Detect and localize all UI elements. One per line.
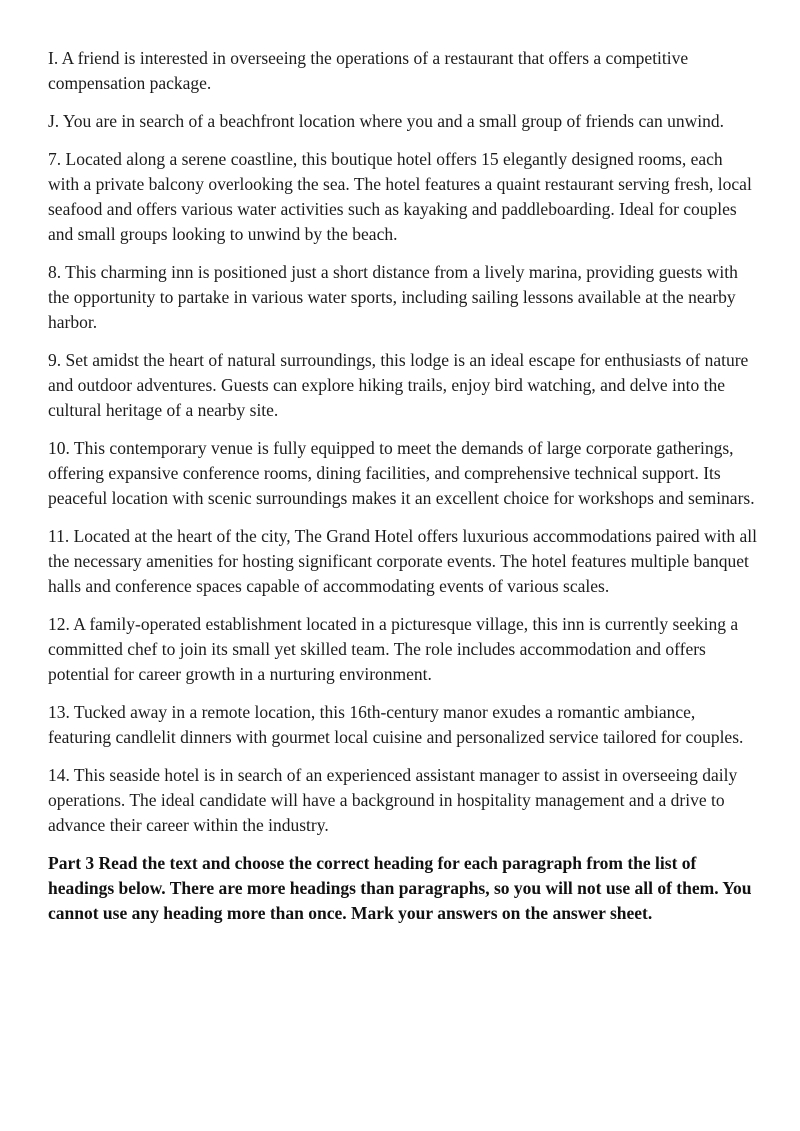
- paragraph-10: 10. This contemporary venue is fully equipped to meet the demands of large corporate gatherings, offering expansive conference rooms, dining facilities, and comprehensive technical support. Its peaceful location with scenic surroundings makes it an excellent choice for workshops and seminars.: [48, 438, 755, 508]
- paragraph-14: 14. This seaside hotel is in search of an experienced assistant manager to assist in overseeing daily operations. The ideal candidate will have a background in hospitality management and a drive to advance their career within the industry.: [48, 765, 738, 835]
- paragraph-8: 8. This charming inn is positioned just a short distance from a lively marina, providing guests with the opportunity to partake in various water sports, including sailing lessons available at the nearby harbor.: [48, 262, 738, 332]
- statement-j: J. You are in search of a beachfront location where you and a small group of friends can unwind.: [48, 111, 724, 131]
- statement-i: I. A friend is interested in overseeing the operations of a restaurant that offers a competitive compensation package.: [48, 48, 689, 93]
- paragraph-9: 9. Set amidst the heart of natural surroundings, this lodge is an ideal escape for enthusiasts of nature and outdoor adventures. Guests can explore hiking trails, enjoy bird watching, and delve into the cultural heritage of a nearby site.: [48, 350, 749, 420]
- paragraph-11: 11. Located at the heart of the city, The Grand Hotel offers luxurious accommodations paired with all the necessary amenities for hosting significant corporate events. The hotel features multiple banquet halls and conference spaces capable of accommodating events of various scales.: [48, 526, 758, 596]
- paragraph-12: 12. A family-operated establishment located in a picturesque village, this inn is currently seeking a committed chef to join its small yet skilled team. The role includes accommodation and offers potential for career growth in a nurturing environment.: [48, 614, 739, 684]
- paragraph-7: 7. Located along a serene coastline, this boutique hotel offers 15 elegantly designed rooms, each with a private balcony overlooking the sea. The hotel features a quaint restaurant serving fresh, local seafood and offers various water activities such as kayaking and paddleboarding. Ideal for couples and small groups looking to unwind by the beach.: [48, 149, 752, 244]
- document-page: [48, 46, 758, 926]
- part3-instructions: Part 3 Read the text and choose the correct heading for each paragraph from the list of headings below. There are more headings than paragraphs, so you will not use all of them. You cannot use any heading more than once. Mark your answers on the answer sheet.: [48, 853, 752, 923]
- paragraph-13: 13. Tucked away in a remote location, this 16th-century manor exudes a romantic ambiance, featuring candlelit dinners with gourmet local cuisine and personalized service tailored for couples.: [48, 702, 744, 747]
